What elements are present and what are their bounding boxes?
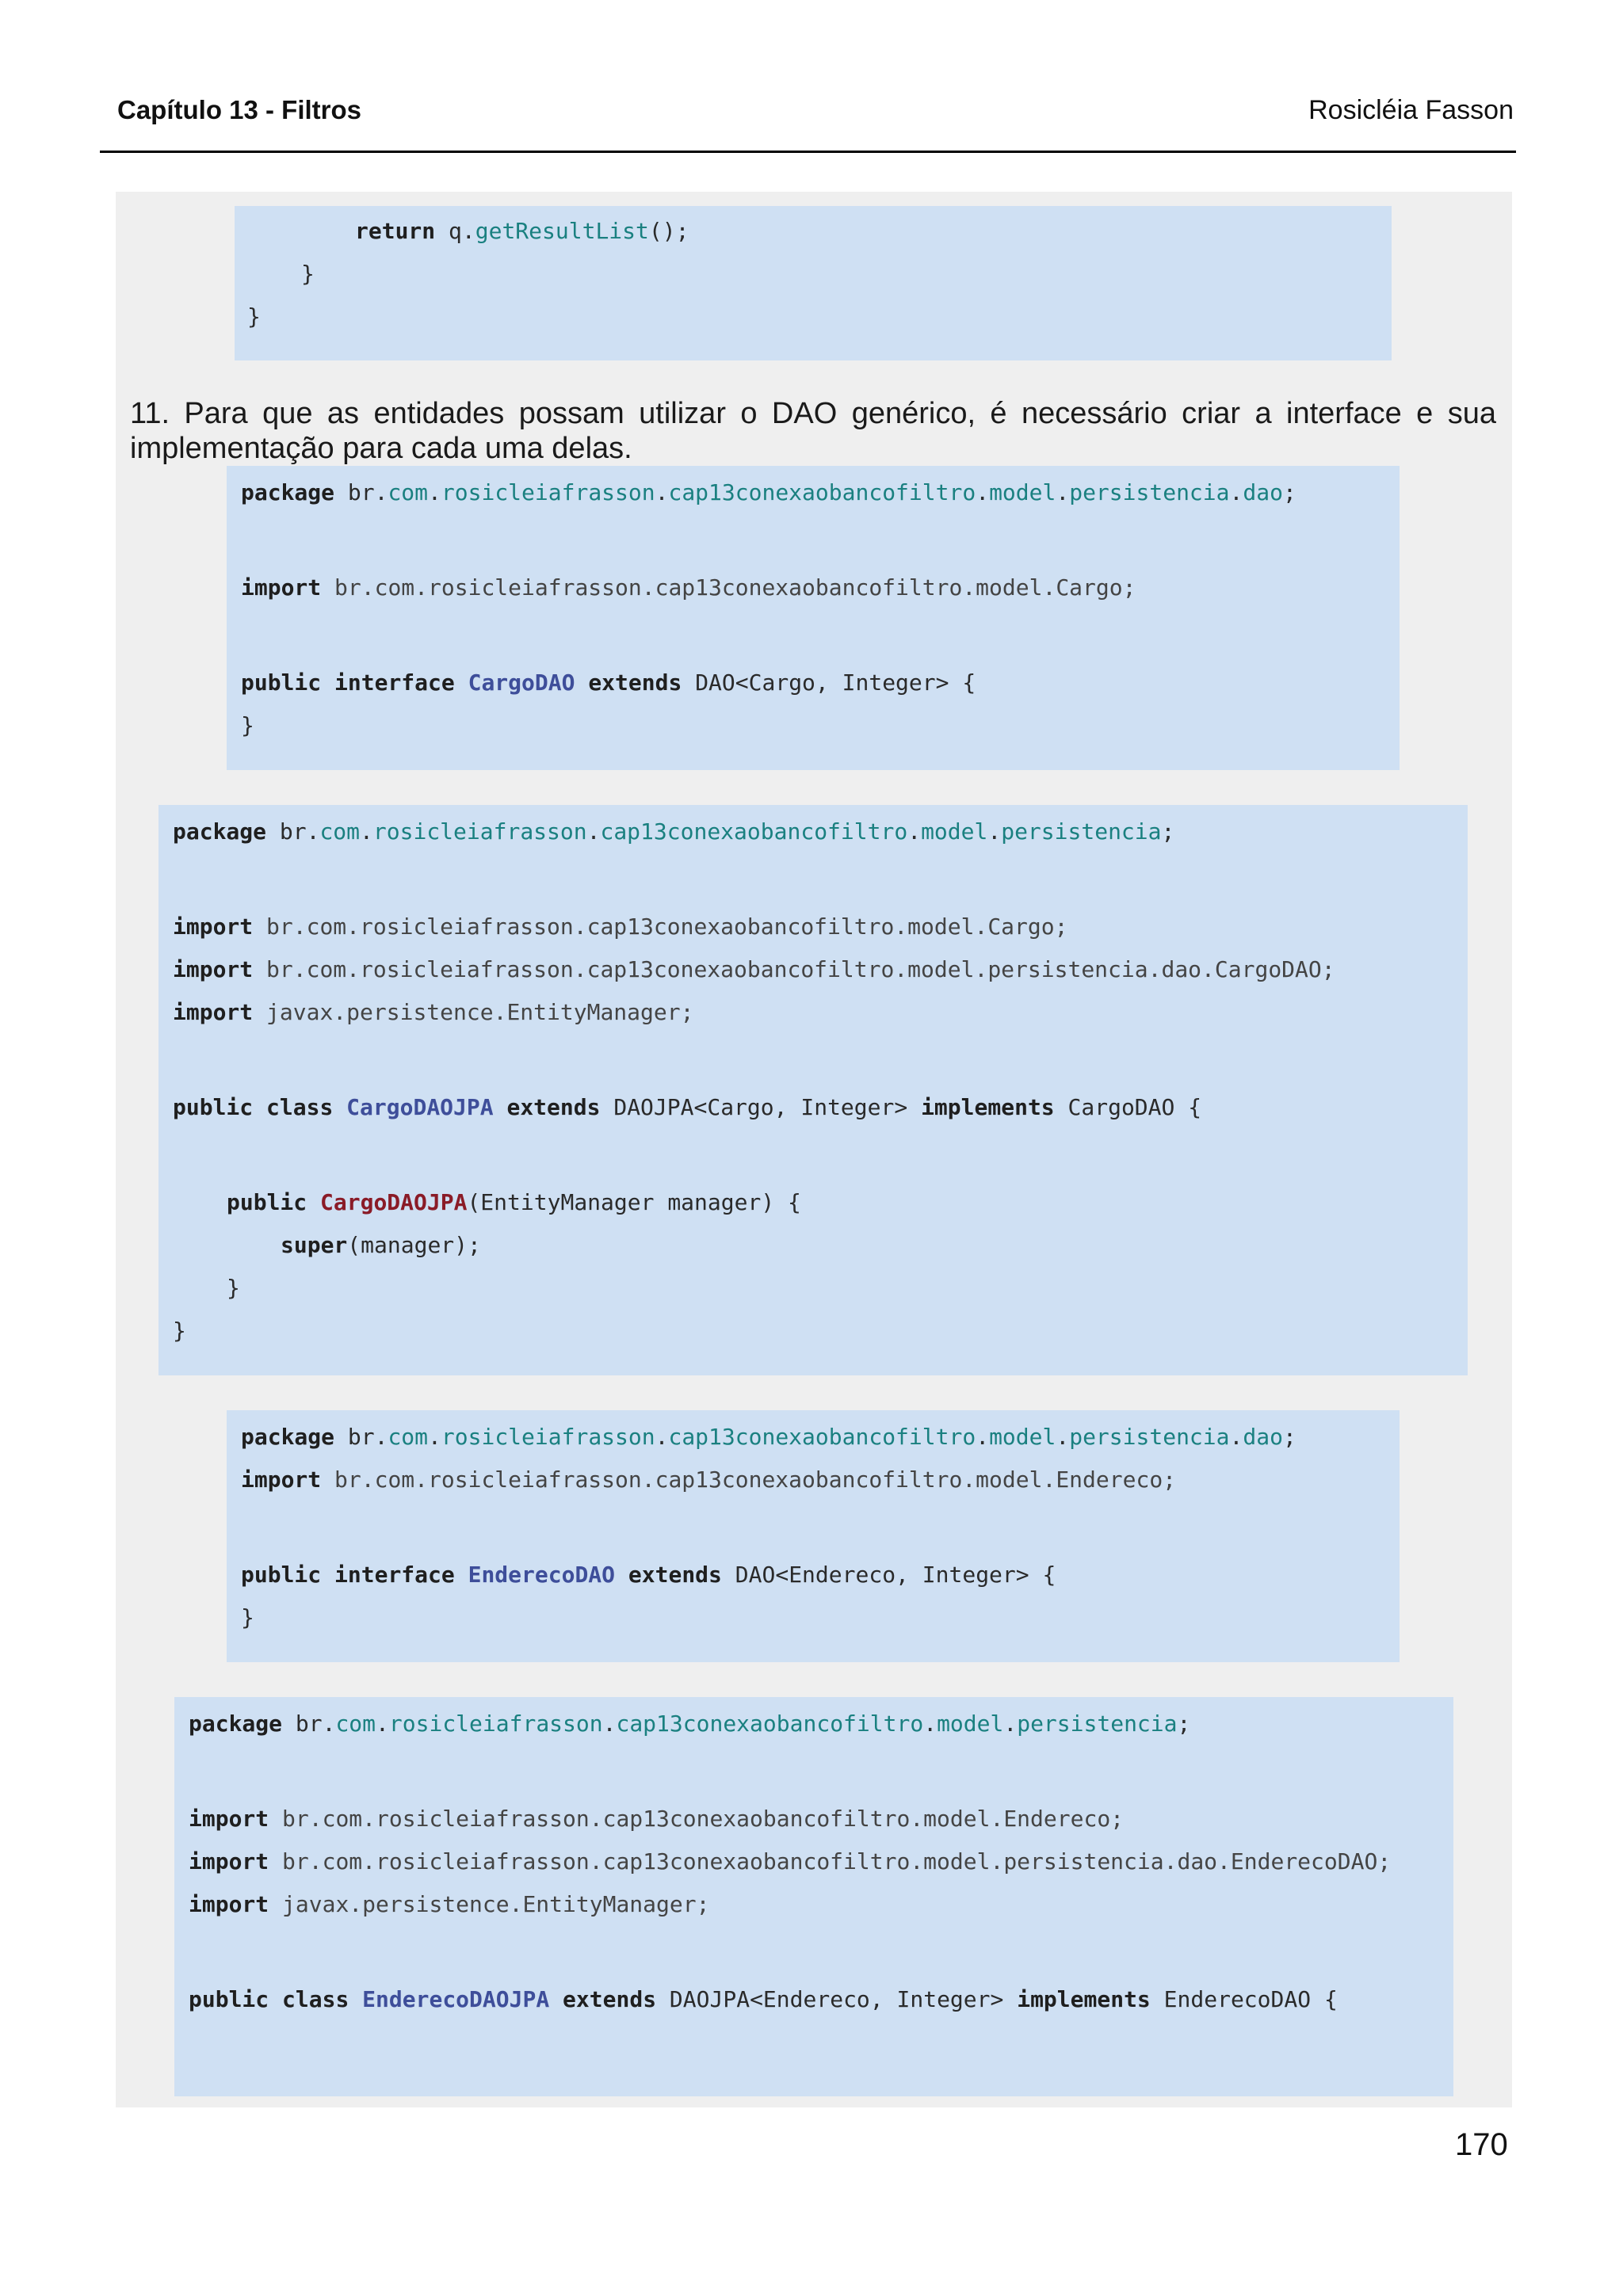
code-text: ; [1282,479,1296,505]
keyword: public [241,1562,322,1588]
code-text: . [1003,1711,1018,1737]
code-line [241,710,254,742]
code-text: . [987,818,1002,845]
chapter-title: Capítulo 13 - Filtros [117,95,362,124]
code-text: . [428,1424,441,1450]
code-line [241,1559,1056,1591]
constructor-name: CargoDAOJPA [320,1189,468,1215]
code-text: DAOJPA<Endereco, Integer> [669,1986,1004,2012]
code-text: . [1056,1424,1070,1450]
code-line [355,215,689,247]
keyword: public [173,1094,254,1120]
code-line [227,1187,801,1219]
keyword: implements [921,1094,1055,1120]
code-text: . [360,818,373,845]
code-line [189,1846,1391,1878]
code-text: EnderecoDAO { [1163,1986,1338,2012]
code-block-method-end [235,206,1392,360]
import-path: br.com.rosicleiafrasson.cap13conexaobancofiltro.model.persistencia.dao.CargoDAO; [266,956,1335,982]
package-segment: cap13conexaobancofiltro [668,1424,976,1450]
package-segment: cap13conexaobancofiltro [668,479,976,505]
keyword: class [266,1094,334,1120]
code-text: (manager); [347,1232,481,1258]
import-path: javax.persistence.EntityManager; [266,999,694,1025]
header-divider [100,151,1516,153]
keyword: import [173,913,254,940]
code-text: br. [347,1424,388,1450]
code-text: . [907,818,922,845]
keyword: import [241,574,322,601]
code-text: } [227,1275,240,1301]
code-line [301,258,315,290]
author-name: Rosicléia Fasson [1308,95,1514,125]
package-segment: persistencia [1017,1711,1178,1737]
code-line [247,301,261,333]
code-line [281,1230,481,1261]
package-segment: com [319,818,361,845]
package-segment: model [937,1711,1004,1737]
package-segment: com [388,1424,429,1450]
code-line [189,1984,1338,2016]
keyword: package [241,1424,335,1450]
page-number: 170 [1455,2127,1508,2162]
import-path: br.com.rosicleiafrasson.cap13conexaobancofiltro.model.Endereco; [334,1466,1177,1493]
code-line [241,1464,1176,1496]
code-text: . [923,1711,938,1737]
code-block-endereco-dao [227,1410,1400,1662]
import-path: br.com.rosicleiafrasson.cap13conexaobancofiltro.model.Cargo; [334,574,1136,601]
keyword: extends [506,1094,601,1120]
code-text: (); [648,218,689,244]
keyword: import [173,956,254,982]
code-line [189,1708,1190,1740]
code-text: . [376,1711,389,1737]
code-text: } [301,261,315,287]
code-text: (EntityManager manager) { [467,1189,801,1215]
code-line [173,911,1067,943]
code-line [173,816,1174,848]
code-line [241,1602,254,1634]
code-text: br. [279,818,320,845]
package-segment: rosicleiafrasson [441,479,655,505]
type-name: EnderecoDAOJPA [362,1986,550,2012]
code-text: DAO<Endereco, Integer> { [735,1562,1056,1588]
code-line [189,1803,1124,1835]
code-text: . [586,818,601,845]
keyword: import [173,999,254,1025]
keyword: interface [334,1562,455,1588]
code-line [173,954,1335,986]
code-line [241,477,1296,509]
import-path: br.com.rosicleiafrasson.cap13conexaobancofiltro.model.persistencia.dao.EnderecoDAO; [282,1848,1392,1875]
method-name: getResultList [475,218,649,244]
code-text: } [173,1318,186,1344]
keyword: super [281,1232,348,1258]
keyword: public [189,1986,269,2012]
code-text: ; [1282,1424,1296,1450]
code-text: . [1056,479,1070,505]
code-line [241,572,1136,604]
keyword: implements [1017,1986,1151,2012]
type-name: EnderecoDAO [468,1562,616,1588]
keyword: import [189,1806,269,1832]
package-segment: com [388,479,429,505]
package-segment: dao [1243,479,1283,505]
code-block-cargo-dao [227,466,1400,770]
code-text: ; [1161,818,1175,845]
code-text: br. [347,479,388,505]
code-text: DAO<Cargo, Integer> { [695,669,976,696]
code-text: } [247,303,261,330]
keyword: package [173,818,267,845]
type-name: CargoDAOJPA [346,1094,494,1120]
package-segment: model [989,1424,1056,1450]
keyword: extends [588,669,682,696]
keyword: extends [628,1562,722,1588]
code-block-cargo-daojpa [158,805,1468,1375]
code-text: . [655,479,669,505]
code-text: . [976,479,990,505]
import-path: br.com.rosicleiafrasson.cap13conexaobancofiltro.model.Endereco; [282,1806,1125,1832]
code-line [241,1421,1296,1453]
package-segment: persistencia [1001,818,1162,845]
code-line [227,1272,240,1304]
code-text: CargoDAO { [1067,1094,1202,1120]
keyword: public [227,1189,307,1215]
code-line [241,667,976,699]
code-text: } [241,1604,254,1630]
package-segment: rosicleiafrasson [388,1711,603,1737]
code-text: . [428,479,441,505]
instruction-paragraph: 11. Para que as entidades possam utilizar o DAO genérico, é necessário criar a interface e sua implementação para cada uma delas. [130,397,1496,465]
code-text: . [655,1424,669,1450]
code-line [173,1315,186,1347]
code-text: . [1229,479,1243,505]
package-segment: cap13conexaobancofiltro [600,818,908,845]
code-line [173,997,693,1028]
import-path: br.com.rosicleiafrasson.cap13conexaobancofiltro.model.Cargo; [266,913,1068,940]
code-text: } [241,712,254,738]
code-text: q. [449,218,475,244]
code-text: br. [295,1711,336,1737]
code-text: DAOJPA<Cargo, Integer> [613,1094,908,1120]
keyword: public [241,669,322,696]
code-text: . [976,1424,990,1450]
keyword: import [189,1848,269,1875]
code-text: ; [1177,1711,1191,1737]
import-path: javax.persistence.EntityManager; [282,1891,710,1917]
code-text: . [602,1711,617,1737]
package-segment: rosicleiafrasson [372,818,587,845]
keyword: interface [334,669,455,696]
code-line [173,1092,1201,1123]
keyword: package [189,1711,283,1737]
package-segment: model [989,479,1056,505]
package-segment: model [921,818,988,845]
type-name: CargoDAO [468,669,575,696]
package-segment: dao [1243,1424,1283,1450]
code-line [189,1889,709,1920]
keyword: extends [563,1986,657,2012]
code-block-endereco-daojpa [174,1697,1453,2096]
package-segment: cap13conexaobancofiltro [616,1711,924,1737]
keyword: package [241,479,335,505]
package-segment: persistencia [1069,1424,1230,1450]
package-segment: persistencia [1069,479,1230,505]
package-segment: rosicleiafrasson [441,1424,655,1450]
keyword: return [355,218,436,244]
package-segment: com [335,1711,376,1737]
keyword: import [189,1891,269,1917]
keyword: class [282,1986,349,2012]
keyword: import [241,1466,322,1493]
code-text: . [1229,1424,1243,1450]
